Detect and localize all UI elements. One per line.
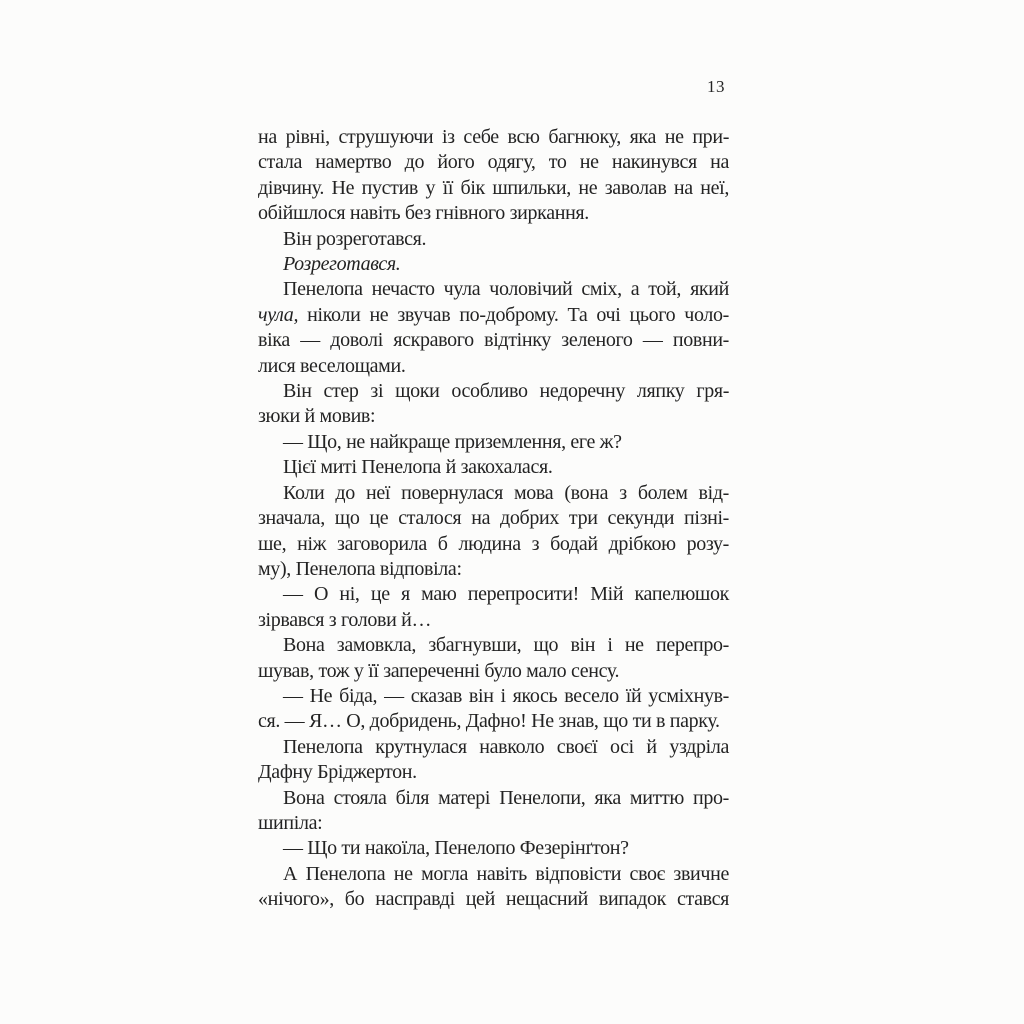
paragraph [258,836,729,861]
paragraph [258,277,729,379]
text-line [258,887,729,912]
text-segment: — Не біда, — сказав він і якось весело їй усміхнув- [283,684,729,707]
text-line [258,125,729,150]
text-line [258,150,729,175]
text-segment: значала, що це сталося на добрих три секунди пізні- [258,507,729,530]
text-segment: — О ні, це я маю перепросити! Мій капелюшок [283,583,729,606]
text-line [258,481,729,506]
paragraph [258,252,729,277]
text-segment: лися веселощами. [258,354,406,377]
text-segment: — Що ти накоїла, Пенелопо Фезерінґтон? [283,837,629,860]
text-line [258,303,729,328]
text-line [258,379,729,404]
text-segment: шував, тож у її запереченні було мало сенсу. [258,659,620,682]
text-line [258,659,729,684]
paragraph [258,455,729,480]
paragraph [258,862,729,913]
page-number: 13 [707,77,725,96]
text-line [258,227,729,252]
text-segment: дівчину. Не пустив у її бік шпильки, не заволав на неї, [258,176,729,199]
paragraph [258,684,729,735]
text-segment: Пенелопа нечасто чула чоловічий сміх, а той, який [283,278,729,301]
text-segment: Він стер зі щоки особливо недоречну ляпку гря- [283,380,729,403]
text-segment: обійшлося навіть без гнівного зиркання. [258,202,589,225]
text-segment: ся. — Я… О, добридень, Дафно! Не знав, що ти в парку. [258,710,720,733]
paragraph [258,481,729,583]
paragraph [258,735,729,786]
text-block [258,125,729,913]
italic-text-segment: чула, [258,303,299,326]
text-segment: шипіла: [258,811,323,834]
text-line [258,684,729,709]
text-segment: Вона замовкла, збагнувши, що він і не перепро- [283,634,729,657]
paragraph [258,786,729,837]
text-segment: на рівні, струшуючи із себе всю багнюку, яка не при- [258,126,729,148]
text-line [258,430,729,455]
text-line [258,176,729,201]
paragraph [258,125,729,227]
text-line [258,455,729,480]
paragraph [258,379,729,430]
text-segment: му), Пенелопа відповіла: [258,557,462,580]
text-line [258,760,729,785]
text-line [258,786,729,811]
text-segment: А Пенелопа не могла навіть відповісти своє звичне [283,862,729,885]
italic-text-segment: Розреготався. [283,253,401,276]
text-line [258,506,729,531]
text-segment: Пенелопа крутнулася навколо своєї осі й уздріла [283,735,729,758]
text-segment: Цієї миті Пенелопа й закохалася. [283,456,553,479]
text-line [258,328,729,353]
text-line [258,735,729,760]
text-segment: Коли до неї повернулася мова (вона з болем від- [283,481,729,504]
text-line [258,201,729,226]
text-line [258,252,729,277]
paragraph [258,582,729,633]
text-line [258,862,729,887]
text-segment: ніколи не звучав по-доброму. Та очі цього чоло- [298,303,729,326]
text-segment: — Що, не найкраще приземлення, еге ж? [283,430,622,453]
text-line [258,608,729,633]
text-segment: зірвався з голови й… [258,608,432,631]
text-segment: віка — доволі яскравого відтінку зеленого — повни- [258,329,729,352]
text-line [258,633,729,658]
text-segment: ше, ніж заговорила б людина з бодай дрібкою розу- [258,532,729,555]
text-line [258,582,729,607]
text-segment: Вона стояла біля матері Пенелопи, яка миттю про- [283,786,729,809]
text-segment: Він розреготався. [283,227,427,250]
text-line [258,811,729,836]
text-line [258,354,729,379]
text-segment: зюки й мовив: [258,405,376,428]
text-line [258,404,729,429]
text-line [258,709,729,734]
text-segment: стала намертво до його одягу, то не накинувся на [258,151,729,174]
paragraph [258,430,729,455]
text-segment: Дафну Бріджертон. [258,761,417,784]
paragraph [258,227,729,252]
text-segment: «нічого», бо насправді цей нещасний випадок стався [258,888,729,911]
text-line [258,277,729,302]
text-line [258,836,729,861]
paragraph [258,633,729,684]
text-line [258,557,729,582]
text-line [258,532,729,557]
